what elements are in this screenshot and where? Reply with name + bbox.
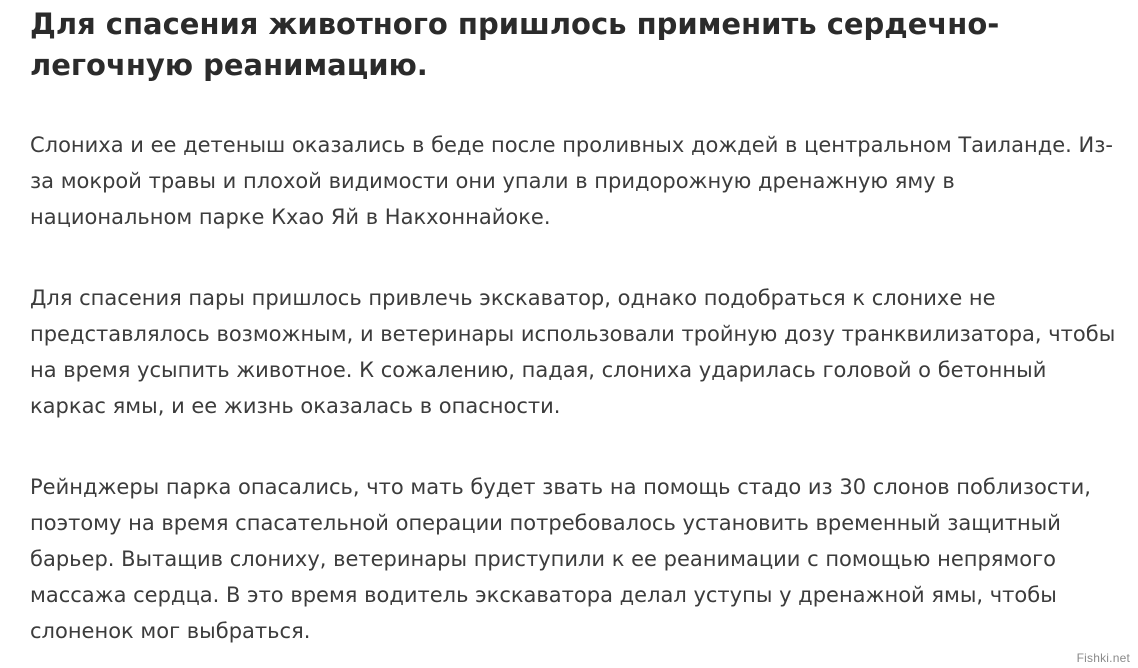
article-paragraph-3: Рейнджеры парка опасались, что мать будет звать на помощь стадо из 30 слонов поблизости, поэтому на время спасательной операции потребовалось установить временный защитный барьер. Вытащив слониху, ветеринары приступили к ее реанимации с помощью непрямого массажа сердца. В это время водитель экскаватора делал уступы у дренажной ямы, чтобы слоненок мог выбраться. <box>30 475 1091 643</box>
site-watermark: Fishki.net <box>1076 651 1130 665</box>
article-paragraph-1: Слониха и ее детеныш оказались в беде после проливных дождей в центральном Таиланде. Из-за мокрой травы и плохой видимости они упали в придорожную дренажную яму в национальном парке Кхао Яй в Накхоннайоке. <box>30 133 1113 229</box>
article-headline: Для спасения животного пришлось применить сердечно-легочную реанимацию. <box>30 7 1000 82</box>
article <box>30 4 1120 649</box>
article-paragraph-2: Для спасения пары пришлось привлечь экскаватор, однако подобраться к слонихе не представлялось возможным, и ветеринары использовали тройную дозу транквилизатора, чтобы на время усыпить животное. К сожалению, падая, слониха ударилась головой о бетонный каркас ямы, и ее жизнь оказалась в опасности. <box>30 286 1116 418</box>
